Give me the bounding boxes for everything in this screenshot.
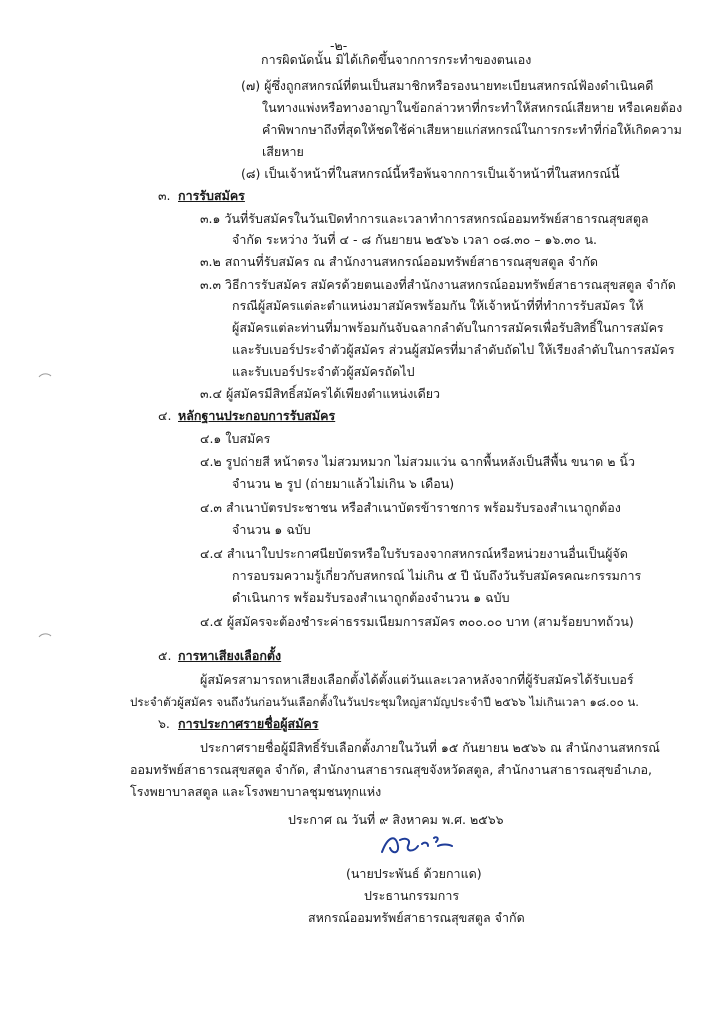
text-line: ออมทรัพย์สาธารณสุขสตูล จำกัด, สำนักงานสาธารณสุขจังหวัดสตูล, สำนักงานสาธารณสุขอำเภอ,	[130, 762, 653, 777]
text-line: คำพิพากษาถึงที่สุดให้ชดใช้ค่าเสียหายแก่สหกรณ์ในการกระทำที่ก่อให้เกิดความ	[262, 122, 682, 137]
scan-mark-icon	[38, 632, 52, 638]
page-number: -๒-	[330, 38, 348, 53]
signer-name: (นายประพันธ์ ด้วยกาแด)	[346, 866, 482, 881]
text-line: ผู้สมัครสามารถหาเสียงเลือกตั้งได้ตั้งแต่วันและเวลาหลังจากที่ผู้รับสมัครได้รับเบอร์	[200, 672, 634, 687]
scan-mark-icon	[38, 372, 52, 378]
text-line: กรณีผู้สมัครแต่ละตำแหน่งมาสมัครพร้อมกัน ให้เจ้าหน้าที่ที่ทำการรับสมัคร ให้	[232, 298, 644, 313]
section-number: ๔.	[158, 408, 172, 423]
section-number: ๓.	[158, 188, 171, 203]
section-heading: การประกาศรายชื่อผู้สมัคร	[178, 716, 319, 731]
text-line: ๓.๑ วันที่รับสมัครในวันเปิดทำการและเวลาทำการสหกรณ์ออมทรัพย์สาธารณสุขสตูล	[200, 211, 649, 226]
section-heading: การรับสมัคร	[178, 188, 245, 203]
section-number: ๖.	[158, 716, 170, 731]
announcement-date: ประกาศ ณ วันที่ ๙ สิงหาคม พ.ศ. ๒๕๖๖	[288, 812, 504, 827]
text-line: ผู้สมัครแต่ละท่านที่มาพร้อมกันจับฉลากลำดับในการสมัครเพื่อรับสิทธิ์ในการสมัคร	[232, 320, 664, 335]
section-heading: การหาเสียงเลือกตั้ง	[178, 648, 282, 663]
text-line: การอบรมความรู้เกี่ยวกับสหกรณ์ ไม่เกิน ๕ ปี นับถึงวันรับสมัครคณะกรรมการ	[232, 568, 642, 583]
text-line: จำนวน ๑ ฉบับ	[232, 522, 311, 537]
text-line: ประจำตัวผู้สมัคร จนถึงวันก่อนวันเลือกตั้งในวันประชุมใหญ่สามัญประจำปี ๒๕๖๖ ไม่เกินเวลา ๑๘.๐๐ น.	[130, 695, 639, 709]
text-line: ๓.๒ สถานที่รับสมัคร ณ สำนักงานสหกรณ์ออมทรัพย์สาธารณสุขสตูล จำกัด	[200, 254, 599, 269]
text-line: ประกาศรายชื่อผู้มีสิทธิ์รับเลือกตั้งภายในวันที่ ๑๕ กันยายน ๒๕๖๖ ณ สำนักงานสหกรณ์	[200, 740, 660, 755]
text-line: ๓.๔ ผู้สมัครมีสิทธิ์สมัครได้เพียงตำแหน่งเดียว	[200, 386, 441, 401]
text-line: (๘) เป็นเจ้าหน้าที่ในสหกรณ์นี้หรือพ้นจากการเป็นเจ้าหน้าที่ในสหกรณ์นี้	[241, 166, 620, 181]
text-line: ๔.๓ สำเนาบัตรประชาชน หรือสำเนาบัตรข้าราชการ พร้อมรับรองสำเนาถูกต้อง	[200, 500, 621, 515]
signer-position: ประธานกรรมการ	[364, 888, 460, 903]
section-heading: หลักฐานประกอบการรับสมัคร	[178, 408, 336, 423]
signature-image	[378, 832, 478, 858]
text-line: ๔.๒ รูปถ่ายสี หน้าตรง ไม่สวมหมวก ไม่สวมแว่น ฉากพื้นหลังเป็นสีพื้น ขนาด ๒ นิ้ว	[200, 454, 635, 469]
text-line: เสียหาย	[262, 144, 304, 159]
text-line: ในทางแพ่งหรือทางอาญาในข้อกล่าวหาที่กระทำให้สหกรณ์เสียหาย หรือเคยต้อง	[262, 100, 683, 115]
text-line: ดำเนินการ พร้อมรับรองสำเนาถูกต้องจำนวน ๑ ฉบับ	[232, 590, 510, 605]
text-line: และรับเบอร์ประจำตัวผู้สมัครถัดไป	[232, 364, 415, 379]
signer-organization: สหกรณ์ออมทรัพย์สาธารณสุขสตูล จำกัด	[308, 910, 525, 925]
text-line: ๔.๔ สำเนาใบประกาศนียบัตรหรือใบรับรองจากสหกรณ์หรือหน่วยงานอื่นเป็นผู้จัด	[200, 546, 628, 561]
text-line: และรับเบอร์ประจำตัวผู้สมัคร ส่วนผู้สมัครที่มาลำดับถัดไป ให้เรียงลำดับในการสมัคร	[232, 342, 675, 357]
text-line: ๔.๕ ผู้สมัครจะต้องชำระค่าธรรมเนียมการสมัคร ๓๐๐.๐๐ บาท (สามร้อยบาทถ้วน)	[200, 614, 634, 629]
text-line: โรงพยาบาลสตูล และโรงพยาบาลชุมชนทุกแห่ง	[130, 784, 382, 799]
text-line: ๓.๓ วิธีการรับสมัคร สมัครด้วยตนเองที่สำนักงานสหกรณ์ออมทรัพย์สาธารณสุขสตูล จำกัด	[200, 277, 676, 292]
text-line: ๔.๑ ใบสมัคร	[200, 431, 271, 446]
text-line: จำกัด ระหว่าง วันที่ ๔ - ๘ กันยายน ๒๕๖๖ เวลา ๐๘.๓๐ – ๑๖.๓๐ น.	[232, 232, 598, 247]
text-line: จำนวน ๒ รูป (ถ่ายมาแล้วไม่เกิน ๖ เดือน)	[232, 476, 455, 491]
text-line: การผิดนัดนั้น มิได้เกิดขึ้นจากการกระทำของตนเอง	[261, 52, 532, 67]
text-line: (๗) ผู้ซึ่งถูกสหกรณ์ที่ตนเป็นสมาชิกหรือรองนายทะเบียนสหกรณ์ฟ้องดำเนินคดี	[241, 78, 654, 93]
section-number: ๕.	[158, 648, 172, 663]
